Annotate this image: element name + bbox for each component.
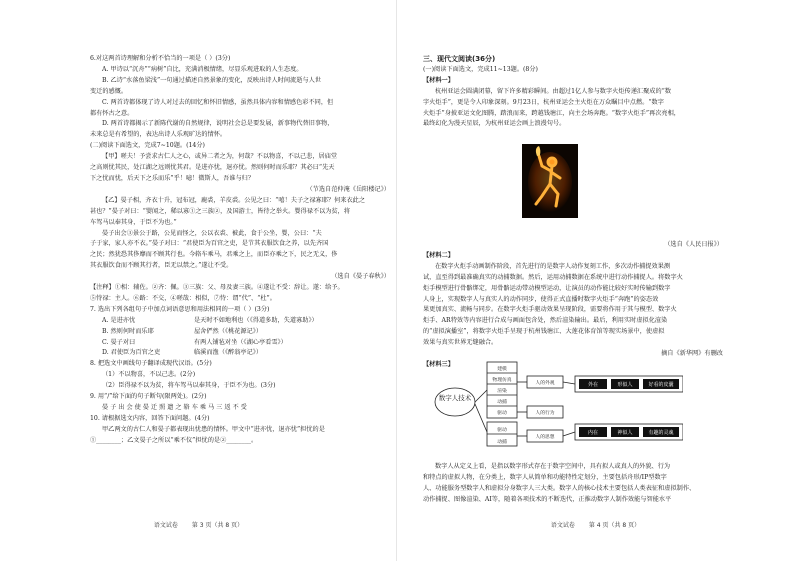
q7-option-b: [90, 327, 390, 338]
q6-option-c-cont: 都有怀古之意。: [90, 109, 134, 117]
material-2-source: 摘自《新华网》有删改: [661, 350, 723, 358]
material-2-tag: 【材料二】: [423, 251, 454, 259]
q10-line: ①________；乙文晏子之所以“乘不仪”担忧的是②________。: [90, 436, 258, 444]
diagram-box: 建模: [497, 367, 507, 372]
passage-yi-line: 其衣服饮食而不顾其行者，臣无以禁之。”遂让不受。: [90, 262, 233, 270]
material-1-line: 最终幻化为漫天星辰，为杭州亚运会画上浪漫句号。: [423, 120, 566, 128]
passage-jia-line: 之高则忧其民，处江湖之远则忧其君。是进亦忧，退亦忧。然则何时而乐耶？其必曰“先天: [90, 164, 335, 172]
diagram-right: 形似人: [617, 382, 633, 388]
passage-yi-source: （选自《晏子春秋》）: [331, 273, 390, 281]
material-2-line: 的“虚拟演播室”，将数字火炬手呈现于杭州钱塘江、大莲花体育馆等现实场景中，使虚拟: [423, 328, 665, 336]
passage-yi-line: 晏子出会③景公于路，公见而怪之，公以衣裘、被此，食于公坐，婴，公曰：“夫: [102, 229, 322, 237]
diagram-box: 物理仿真: [492, 378, 512, 383]
q7-c-left: C. 晏子对曰: [102, 338, 136, 346]
q8-part-2: （2）臣得禄不以为贫，将车驾马以奉其身，于臣不为也。(3分): [102, 382, 276, 390]
passage-jia-line: 【甲】嗟夫！予尝求古仁人之心，或异二者之为，何哉？不以物喜，不以己悲，居庙堂: [102, 153, 338, 161]
passage-yi-line: 甚也？”晏子对曰：“婴闻之，稀以寡①之三族②，及国游士，皆待之举火。婴得禄不以为贫，将: [90, 207, 351, 215]
q9-stem: 9. 用“/”给下面的句子断句(限两处)。(2分): [90, 393, 207, 401]
passage-jia-line: 下之忧而忧，后天下之乐而乐”乎！噫！微斯人，吾谁与归？: [90, 174, 255, 182]
material-2-line: 人身上，实现数字人与真实人的动作同步，使得正式直播时数字火炬手“奔跑”的姿态效: [423, 295, 659, 303]
passage-yi-line: 车驾马以奉其身，于臣不为也。”: [90, 218, 177, 226]
diagram-right: 内在: [587, 430, 599, 436]
diagram-box: 渲染: [497, 389, 507, 394]
q7-option-d: [90, 348, 390, 359]
page-4: [397, 0, 794, 561]
material-1-line: 字火炬手”，更是令人印象深刻。9月23日，杭州亚运会主火炬在万众瞩目中点燃。“数字: [423, 98, 664, 106]
material-1-line: 杭州亚运会圆满闭幕，留下许多精彩瞬间。由超过1亿人参与数字火炬传递汇聚成的“数: [435, 87, 672, 95]
material-1-tag: 【材料一】: [423, 76, 454, 84]
q8-stem: 8. 把选文中画线句子翻译成现代汉语。(5分): [90, 360, 212, 368]
diagram-mid: 人的外观: [535, 381, 555, 386]
q7-a-right: 是天时不如地利也（《得道多助，失道寡助》）: [194, 316, 318, 324]
q10-line: 甲乙两文的古仁人和晏子都表现出忧患的情怀。甲文中“进亦忧，退亦忧”担忧的是: [102, 425, 325, 433]
material-2-line: 炬手、AR特效等内容进行合成与画面包含处，然后渲染输出。最后，利用实时虚拟化渲染: [423, 317, 668, 325]
material-2-line: 试，直至得到最准确真实的动捕数据。然后，运用动捕数据在系统中进行动作捕捉人。将数字火: [423, 273, 683, 281]
material-1-line: 火炬手”身披亚运文化图腾，踏浪而来，跨越钱塘江，向主会场奔跑。“数字火炬手”再次亮相，: [423, 109, 680, 117]
q10-stem: 10. 请根据选文内容，回答下面问题。(4分): [90, 414, 210, 422]
passage-jia-source: （节选自范仲淹《岳阳楼记》）: [306, 185, 390, 193]
q7-b-right: 屋舍俨然（《桃花源记》）: [194, 327, 263, 335]
q7-option-a: [90, 316, 390, 327]
q6-option-b-cont: 变迁的感慨。: [90, 87, 128, 95]
material-3-line: 人、功能服务型数字人和虚拟分身数字人三大类。数字人的核心技术主要包括人类表征和虚拟制作、: [423, 484, 696, 492]
diagram-box: 动捕: [497, 440, 507, 445]
material-3-tag: 【材料三】: [423, 360, 454, 368]
q9-sentence: 晏 子 出 会 使 晏 迁 照 遗 之 辂 车 乘 马 三 返 不 受: [102, 404, 247, 411]
section-3-title: 三、现代文阅读(36分): [423, 55, 496, 63]
q6-option-b: B. 乙诗“水落鱼梁浅”一句通过描述自然景象的变化，反映出诗人时间流逝与人世: [102, 76, 321, 84]
digital-human-diagram: [433, 354, 683, 454]
footer-page: 第 3 页（共 8 页）: [191, 522, 244, 529]
right-column: [423, 54, 723, 130]
diagram-mid: 人的思想: [535, 435, 555, 440]
material-2-line: 果更加真实、流畅与同步。在数字火炬手驱动效果呈现阶段，需要将作用于其与模型、数字火: [423, 306, 677, 314]
q6-option-c: C. 两首诗都体现了诗人对过去的回忆和怀旧情感，虽然具体内容和情感色彩不同，但: [102, 98, 334, 106]
diagram-right: 外在: [587, 382, 599, 388]
q7-stem: 7. 选出下列各组句子中加点词语意思和用法相同的一项（ ）(3分): [90, 305, 270, 313]
diagram-box: 驱动: [497, 428, 507, 433]
diagram-right: 好看的皮囊: [648, 382, 674, 388]
diagram-mid: 人的行为: [535, 411, 555, 416]
diagram-center-ellipse: [435, 388, 475, 416]
material-3-line: 动作捕捉、图像渲染、AI等，随着各项技术的不断迭代，正推动数字人制作效能与智能水平: [423, 495, 672, 503]
diagram-right: 有趣的灵魂: [648, 430, 674, 436]
right-column-lower: [423, 240, 723, 371]
passage-yi-line: 【乙】晏子相，齐衣十升，冠布冠，鹿裘，羊皮裘。公见之曰：“嘻！夫子之禄寡耶？何来衣此之: [102, 196, 366, 204]
q7-a-left: A. 是进亦忧: [102, 316, 136, 324]
page-footer: [397, 520, 794, 529]
diagram-center-label: 数字人技术: [438, 394, 472, 402]
q6-option-d: D. 两首诗都揭示了新陈代谢的自然规律，说明社会总是要发展，新事物代替旧事物，: [102, 120, 334, 128]
material-3-line: 数字人从定义上看，是指以数字形式存在于数字空间中，具有拟人或真人的外貌、行为: [435, 463, 671, 470]
q7-c-right: 有两人铺毡对坐（《湖心亭看雪》）: [194, 338, 287, 346]
diagram-box: 动捕: [497, 400, 507, 405]
passage-yi-line: 子于家，家人亦不衣。”晏子对曰：“君使臣为百官之吏，是节其衣服饮食之养，以先齐国: [90, 240, 329, 248]
right-column-bottom: [423, 462, 723, 506]
section-2-title: (二)阅读下面选文，完成7~10题。(14分): [90, 142, 205, 150]
q7-option-c: [90, 338, 390, 349]
footer-subject: 语文试卷: [153, 522, 178, 529]
material-1-source: （选自《人民日报》）: [664, 241, 723, 248]
q8-part-1: （1）不以物喜，不以己悲。(2分): [102, 371, 196, 379]
notes-line: ⑤恃禄：主人。⑥路：不交，④嗟哉：相似，⑦恃：谓“代”、“杜”。: [90, 294, 276, 302]
material-2-line: 在数字火炬手动画制作阶段，首先进行的是数字人动作复刻工作，多次动作捕捉效果测: [435, 262, 671, 270]
q6-option-d-cont: 未来总是有希望的，表达出诗人乐观旷达的情怀。: [90, 131, 227, 139]
material-2-line: 炬手模型进行骨骼绑定，用骨骼运动带动模型运动，让演员的动作能比较好实时传输到数字: [423, 284, 671, 292]
diagram-box: 驱动: [497, 411, 507, 416]
torch-runner-photo: [522, 144, 578, 218]
material-2-line: 效果与真实世界无缝融合。: [423, 339, 498, 347]
notes-line: 【注释】①相：辅佐。②齐：佩。③三族：父、母及妻三族。④遂让不受：辞让。遂：给予。: [90, 284, 344, 292]
material-3-line: 和特点的虚拟人物，在分类上，数字人从简单和功能特性定划分，主要包括舟形/IP型数字: [423, 473, 667, 481]
q7-d-left: D. 君使臣为百官之吏: [102, 349, 161, 357]
q7-b-left: B. 然则何时而乐耶: [102, 327, 154, 335]
diagram-right: 神似人: [617, 430, 633, 436]
q6-stem: 6.对这两首诗理解和分析不恰当的一项是（ ）(3分): [90, 55, 231, 62]
q7-d-right: 临溪而渔（《醉翁亭记》）: [194, 349, 263, 357]
left-column: [90, 54, 390, 447]
footer-page: 第 4 页（共 8 页）: [588, 522, 641, 529]
page-footer: [0, 520, 397, 529]
q6-option-a: A. 甲诗以“沉舟”“病树”自比，充满消极情绪，尽显乐观进取的人生态度。: [102, 65, 303, 73]
passage-yi-line: 之民；然犹恐其侈靡而不顾其行也。今辂车乘马，君乘之上，而臣亦乘之下，民之无义，侈: [90, 251, 338, 259]
section-3-sub: (一)阅读下面选文，完成11~13题。(8分): [423, 65, 538, 73]
footer-subject: 语文试卷: [550, 522, 575, 529]
